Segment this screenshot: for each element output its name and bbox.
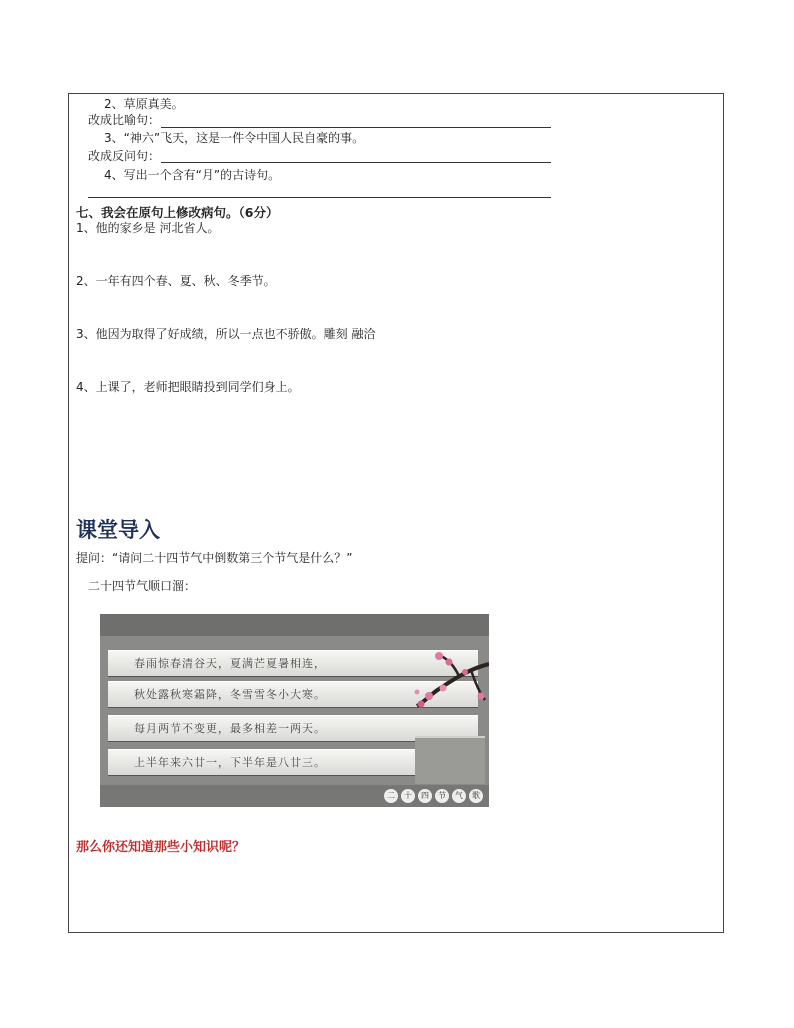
seal-char-3: 四: [418, 789, 432, 803]
plum-blossom-icon: [409, 644, 489, 724]
seal-char-2: 十: [401, 789, 415, 803]
seal-char-5: 气: [452, 789, 466, 803]
poem-line-2: 秋处露秋寒霜降，冬雪雪冬小大寒。: [134, 688, 326, 701]
simile-label: 改成比喻句：: [88, 113, 161, 127]
poem-answer-line[interactable]: [88, 197, 551, 198]
closing-question: 那么你还知道那些小知识呢？: [76, 840, 246, 855]
section7-item-1: 1、他的家乡是 河北省人。: [76, 221, 220, 235]
section7-item-2: 2、一年有四个春、夏、秋、冬季节。: [76, 274, 276, 288]
intro-title: 课堂导入: [76, 517, 160, 542]
rewrite-item-4: 4、写出一个含有“月”的古诗句。: [104, 168, 281, 182]
rewrite-item-3: 3、“神六”飞天，这是一件令中国人民自豪的事。: [104, 131, 365, 145]
seal-char-4: 节: [435, 789, 449, 803]
pedestal-decoration: [415, 736, 485, 784]
rewrite-item-2: 2、草原真美。: [104, 97, 184, 111]
seal-char-6: 歌: [469, 789, 483, 803]
rhetorical-label: 改成反问句：: [88, 149, 161, 163]
seal-char-1: 二: [384, 789, 398, 803]
rhyme-label: 二十四节气顺口溜：: [88, 579, 197, 593]
intro-question: 提问：“请问二十四节气中倒数第三个节气是什么？”: [76, 551, 353, 565]
poem-line-3: 每月两节不变更，最多相差一两天。: [134, 722, 326, 735]
solar-terms-poem-image: [100, 614, 489, 807]
poem-line-1: 春雨惊春清谷天，夏满芒夏暑相连，: [134, 657, 326, 670]
simile-answer-line[interactable]: [161, 127, 551, 128]
section7-item-4: 4、上课了，老师把眼睛投到同学们身上。: [76, 380, 300, 394]
section7-heading: 七、我会在原句上修改病句。（6分）: [76, 205, 279, 220]
poem-line-4: 上半年来六廿一，下半年是八廿三。: [134, 756, 326, 769]
rhetorical-answer-line[interactable]: [161, 162, 551, 163]
section7-item-3: 3、他因为取得了好成绩，所以一点也不骄傲。雕刻 融洽: [76, 327, 376, 341]
